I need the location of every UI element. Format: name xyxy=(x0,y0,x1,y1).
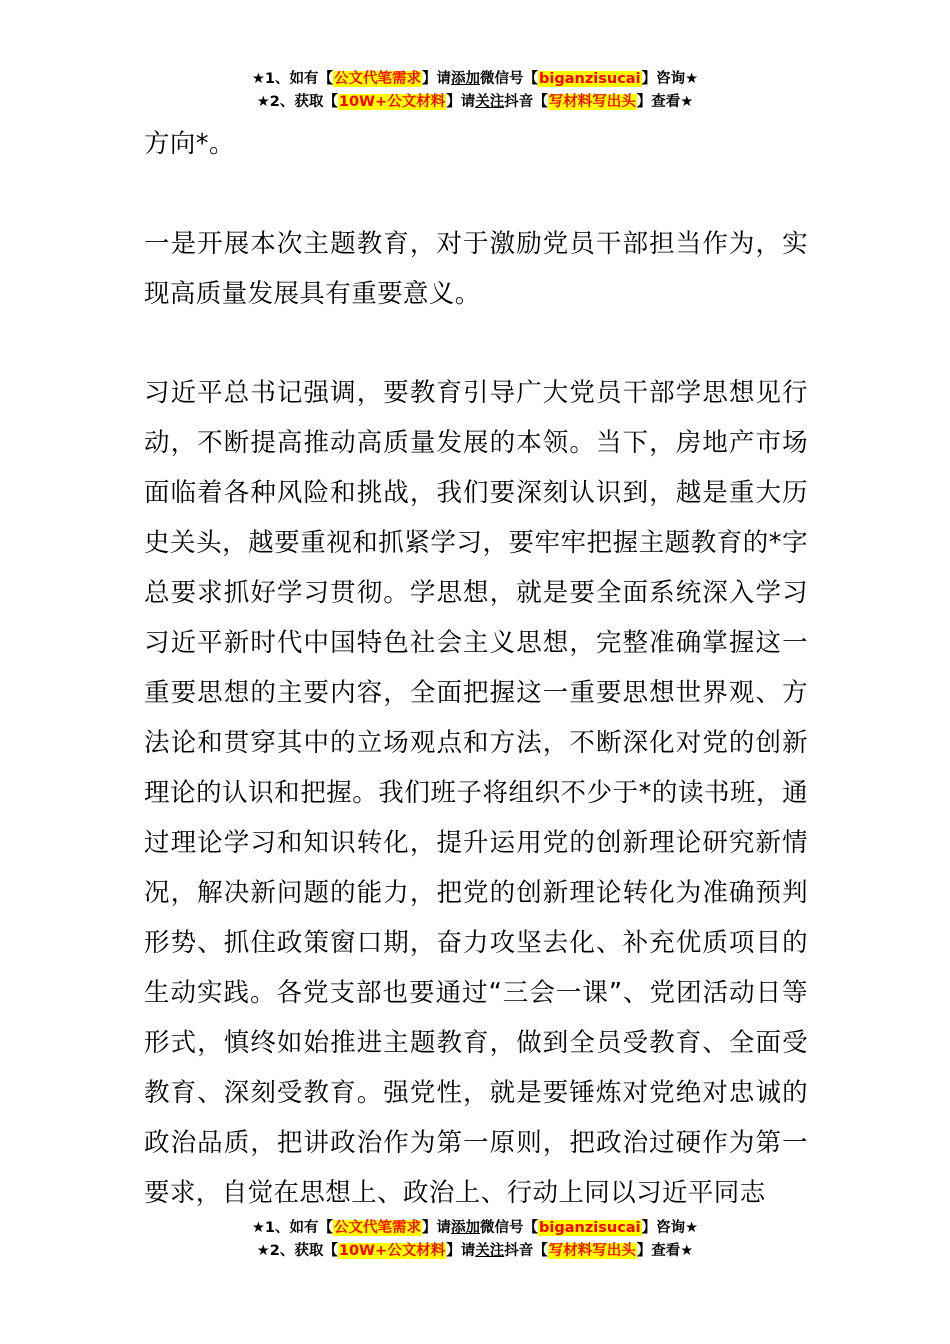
promo-wechat-id: biganzisucai xyxy=(539,71,641,87)
promo-text: 】请 xyxy=(446,1243,476,1259)
promo-text: 】请 xyxy=(446,94,476,110)
promo-highlight: 10W+公文材料 xyxy=(338,94,446,110)
promo-text: 】咨询★ xyxy=(641,71,699,87)
promo-emphasis: 关注 xyxy=(475,1243,505,1259)
promo-douyin-id: 写材料写出头 xyxy=(548,94,636,110)
promo-text: 微信号【 xyxy=(480,1220,539,1236)
promo-line-1 xyxy=(0,68,950,91)
header-promo-banner xyxy=(0,68,950,114)
promo-line-2 xyxy=(0,91,950,114)
paragraph-significance xyxy=(144,219,808,319)
promo-emphasis: 添加 xyxy=(451,71,481,87)
promo-text: ★2、获取【 xyxy=(256,1243,338,1259)
promo-line-1 xyxy=(0,1217,950,1240)
promo-text: 】查看★ xyxy=(636,1243,694,1259)
body-paragraph: 方向*。 xyxy=(144,129,235,159)
promo-text: 】请 xyxy=(422,1220,452,1236)
promo-highlight: 10W+公文材料 xyxy=(338,1243,446,1259)
promo-text: 微信号【 xyxy=(480,71,539,87)
promo-text: 抖音【 xyxy=(504,1243,548,1259)
promo-text: 】咨询★ xyxy=(641,1220,699,1236)
footer-promo-banner xyxy=(0,1217,950,1263)
promo-text: ★1、如有【 xyxy=(251,71,334,87)
promo-douyin-id: 写材料写出头 xyxy=(548,1243,636,1259)
promo-text: 】请 xyxy=(422,71,452,87)
paragraph-direction xyxy=(144,119,808,169)
promo-emphasis: 添加 xyxy=(451,1220,481,1236)
promo-emphasis: 关注 xyxy=(475,94,505,110)
promo-line-2 xyxy=(0,1240,950,1263)
promo-text: ★1、如有【 xyxy=(251,1220,334,1236)
promo-highlight: 公文代笔需求 xyxy=(334,71,422,87)
promo-text: 】查看★ xyxy=(636,94,694,110)
promo-highlight: 公文代笔需求 xyxy=(334,1220,422,1236)
body-paragraph: 一是开展本次主题教育，对于激励党员干部担当作为，实现高质量发展具有重要意义。 xyxy=(144,229,808,309)
promo-text: 抖音【 xyxy=(504,94,548,110)
promo-text: ★2、获取【 xyxy=(256,94,338,110)
paragraph-main xyxy=(144,368,808,1218)
promo-wechat-id: biganzisucai xyxy=(539,1220,641,1236)
body-paragraph: 习近平总书记强调，要教育引导广大党员干部学思想见行动，不断提高推动高质量发展的本领。当下，房地产市场面临着各种风险和挑战，我们要深刻认识到，越是重大历史关头，越要重视和抓紧学习，要牢牢把握主题教育的*字总要求抓好学习贯彻。学思想，就是要全面系统深入学习习近平新时代中国特色社会主义思想，完整准确掌握这一重要思想的主要内容，全面把握这一重要思想世界观、方法论和贯穿其中的立场观点和方法，不断深化对党的创新理论的认识和把握。我们班子将组织不少于*的读书班，通过理论学习和知识转化，提升运用党的创新理论研究新情况，解决新问题的能力，把党的创新理论转化为准确预判形势、抓住政策窗口期，奋力攻坚去化、补充优质项目的生动实践。各党支部也要通过“三会一课”、党团活动日等形式，慎终如始推进主题教育，做到全员受教育、全面受教育、深刻受教育。强党性，就是要锤炼对党绝对忠诚的政治品质，把讲政治作为第一原则，把政治过硬作为第一要求，自觉在思想上、政治上、行动上同以习近平同志 xyxy=(144,378,808,1208)
